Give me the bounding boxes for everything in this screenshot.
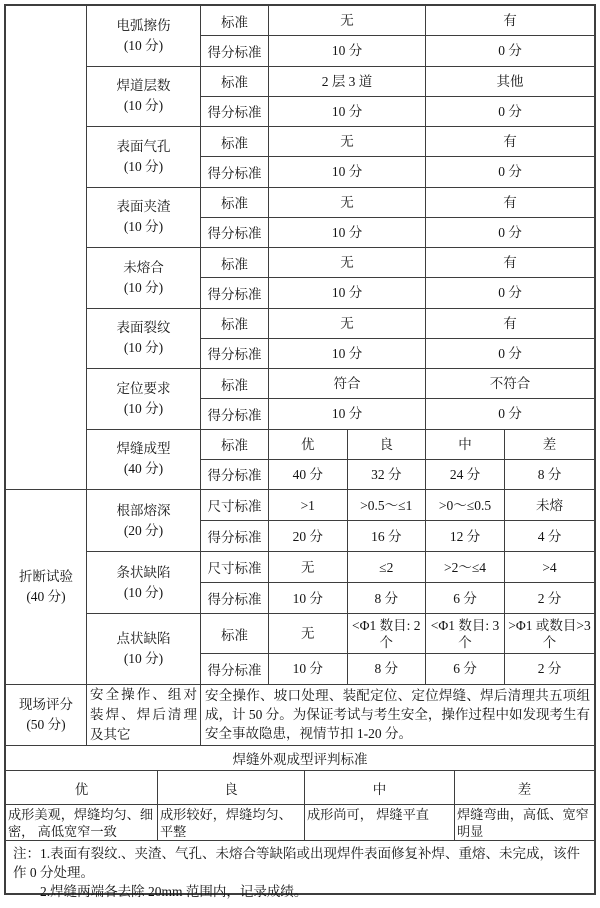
row-surface-slag: [87, 188, 594, 249]
score-label: 得分标准: [201, 583, 269, 613]
std-value: >2～≤4: [426, 552, 505, 582]
std-value: >0.5～≤1: [348, 490, 427, 520]
std-value: 有: [503, 13, 517, 29]
site-scoring-items: 安全操作、组对装焊、焊后清理及其它: [87, 685, 201, 745]
section-surface-items: [6, 6, 594, 490]
item-name: [87, 490, 201, 551]
row-linear-defect: [87, 552, 594, 614]
std-label: 尺寸标准: [201, 490, 269, 520]
item-points: (10 分): [123, 400, 164, 416]
note-2: 2.焊缝两端各去除 20mm 范围内，记录成绩。: [40, 884, 308, 899]
row-lack-of-fusion: [87, 248, 594, 309]
section-notes: [6, 841, 594, 901]
row-root-penetration: [87, 490, 594, 552]
item-name: [87, 614, 201, 684]
grade-header-good: 良: [158, 771, 305, 804]
std-value: 有: [503, 194, 517, 210]
score-value: 10 分: [269, 157, 426, 186]
row-tack-position: [87, 369, 594, 430]
grade-desc-poor: 焊缝弯曲，高低、宽窄明显: [457, 807, 589, 839]
score-value: 40 分: [269, 460, 348, 489]
category-break-test: [6, 490, 87, 684]
std-label: 标准: [201, 614, 269, 653]
score-label: 得分标准: [201, 218, 269, 247]
score-value: 2 分: [537, 590, 562, 606]
item-title: 表面夹渣: [116, 199, 171, 215]
row-surface-crack: [87, 309, 594, 370]
item-name: [87, 6, 201, 66]
category-title: 折断试验: [19, 569, 73, 584]
item-name: [87, 552, 201, 613]
row-point-defect: [87, 614, 594, 684]
score-value: 32 分: [348, 460, 427, 489]
std-value: >Φ1 或数目>3 个: [508, 617, 591, 650]
std-label: 标准: [201, 127, 269, 156]
score-value: 2 分: [537, 661, 562, 677]
std-value: 良: [348, 430, 427, 459]
category-site-scoring: [6, 685, 87, 745]
score-label: 得分标准: [201, 399, 269, 428]
std-value: 未熔: [536, 497, 563, 513]
score-value: 0 分: [498, 285, 522, 301]
category-empty-cell: [6, 6, 87, 489]
item-title: 焊缝成型: [116, 441, 171, 457]
item-title: 点状缺陷: [116, 631, 171, 647]
section-grade-descriptions: [6, 805, 594, 841]
score-value: 8 分: [348, 583, 427, 613]
score-value: 10 分: [269, 278, 426, 307]
std-value: 其他: [496, 73, 524, 89]
std-label: 标准: [201, 430, 269, 459]
item-title: 定位要求: [116, 380, 171, 396]
section-break-test: [6, 490, 594, 685]
std-label: 标准: [201, 369, 269, 398]
score-label: 得分标准: [201, 460, 269, 489]
std-value: 无: [269, 614, 348, 653]
std-value: 无: [269, 552, 348, 582]
score-value: 12 分: [426, 521, 505, 551]
std-label: 标准: [201, 188, 269, 217]
std-value: 有: [503, 134, 517, 150]
grade-header-excellent: 优: [6, 771, 158, 804]
std-value: 无: [269, 248, 426, 277]
score-value: 10 分: [269, 339, 426, 368]
std-label: 标准: [201, 309, 269, 338]
item-title: 焊道层数: [116, 78, 171, 94]
section-appearance-title: [6, 746, 594, 771]
row-weld-forming: [87, 430, 594, 490]
item-title: 根部熔深: [116, 502, 171, 518]
category-points: (50 分): [26, 717, 66, 732]
std-value: 符合: [269, 369, 426, 398]
std-value: 差: [542, 436, 557, 452]
item-title: 未熔合: [123, 259, 164, 275]
std-value: 有: [503, 315, 517, 331]
score-value: 6 分: [426, 583, 505, 613]
item-points: (40 分): [123, 461, 164, 477]
grade-header-poor: 差: [517, 781, 532, 797]
item-name: [87, 309, 201, 369]
score-value: 4 分: [537, 528, 562, 544]
score-value: 10 分: [269, 654, 348, 684]
row-weld-layers: [87, 67, 594, 128]
category-points: (40 分): [26, 589, 66, 604]
std-label: 标准: [201, 67, 269, 96]
section-site-scoring: [6, 685, 594, 746]
row-arc-strike: [87, 6, 594, 67]
score-value: 0 分: [498, 103, 522, 119]
item-name: [87, 248, 201, 308]
score-label: 得分标准: [201, 521, 269, 551]
score-value: 8 分: [348, 654, 427, 684]
item-points: (10 分): [123, 158, 164, 174]
item-points: (10 分): [123, 98, 164, 114]
grade-desc-good: 成形较好，焊缝均匀、平整: [158, 805, 305, 840]
score-value: 0 分: [498, 164, 522, 180]
score-label: 得分标准: [201, 36, 269, 65]
item-title: 条状缺陷: [116, 564, 171, 580]
site-scoring-description: 安全操作、坡口处理、装配定位、定位焊缝、焊后清理共五项组成，计 50 分。为保证考试与考生安全，操作过程中如发现考生有安全事故隐患，视情节扣 1-20 分。: [205, 688, 590, 741]
item-points: (10 分): [123, 651, 164, 667]
score-table: [4, 4, 596, 899]
item-name: [87, 369, 201, 429]
grade-desc-excellent: 成形美观，焊缝均匀、细密， 高低宽窄一致: [6, 805, 158, 840]
score-value: 0 分: [498, 43, 522, 59]
score-value: 6 分: [426, 654, 505, 684]
item-points: (10 分): [123, 584, 164, 600]
std-value: >4: [542, 559, 557, 575]
score-value: 10 分: [269, 97, 426, 126]
std-value: <Φ1 数目: 2 个: [348, 614, 427, 653]
item-title: 电弧擦伤: [116, 17, 171, 33]
score-value: 20 分: [269, 521, 348, 551]
score-value: 24 分: [426, 460, 505, 489]
score-value: 0 分: [498, 345, 522, 361]
category-title: 现场评分: [19, 697, 73, 712]
score-value: 10 分: [269, 218, 426, 247]
score-value: 0 分: [498, 406, 522, 422]
item-points: (10 分): [123, 37, 164, 53]
score-label: 得分标准: [201, 278, 269, 307]
std-value: 无: [269, 188, 426, 217]
item-title: 表面气孔: [116, 138, 171, 154]
std-label: 标准: [201, 6, 269, 35]
std-value: 2 层 3 道: [269, 67, 426, 96]
score-value: 10 分: [269, 36, 426, 65]
row-surface-porosity: [87, 127, 594, 188]
std-value: <Φ1 数目: 3 个: [426, 614, 505, 653]
appearance-title: 焊缝外观成型评判标准: [232, 752, 368, 767]
std-value: ≤2: [348, 552, 427, 582]
std-label: 尺寸标准: [201, 552, 269, 582]
note-1: 注：1.表面有裂纹.、夹渣、气孔、未熔合等缺陷或出现焊件表面修复补焊、重熔、未完成，该件作 0 分处理。: [13, 846, 580, 880]
score-value: 10 分: [269, 583, 348, 613]
section-grade-headers: [6, 771, 594, 805]
item-title: 表面裂纹: [116, 320, 171, 336]
item-points: (10 分): [123, 219, 164, 235]
std-value: 不符合: [489, 376, 531, 392]
item-name: [87, 67, 201, 127]
item-name: [87, 188, 201, 248]
std-value: >1: [269, 490, 348, 520]
score-label: 得分标准: [201, 97, 269, 126]
score-label: 得分标准: [201, 654, 269, 684]
score-label: 得分标准: [201, 339, 269, 368]
std-value: 优: [269, 430, 348, 459]
std-value: 无: [269, 127, 426, 156]
score-value: 8 分: [537, 466, 562, 482]
item-points: (20 分): [123, 522, 164, 538]
item-points: (10 分): [123, 340, 164, 356]
score-value: 10 分: [269, 399, 426, 428]
std-value: 中: [426, 430, 505, 459]
grade-desc-fair: 成形尚可， 焊缝平直: [305, 805, 455, 840]
std-value: 无: [269, 309, 426, 338]
item-points: (10 分): [123, 279, 164, 295]
item-name: [87, 127, 201, 187]
item-name: [87, 430, 201, 490]
std-value: >0～≤0.5: [426, 490, 505, 520]
std-label: 标准: [201, 248, 269, 277]
std-value: 无: [269, 6, 426, 35]
score-value: 16 分: [348, 521, 427, 551]
score-value: 0 分: [498, 224, 522, 240]
grade-header-fair: 中: [305, 771, 455, 804]
score-label: 得分标准: [201, 157, 269, 186]
std-value: 有: [503, 255, 517, 271]
